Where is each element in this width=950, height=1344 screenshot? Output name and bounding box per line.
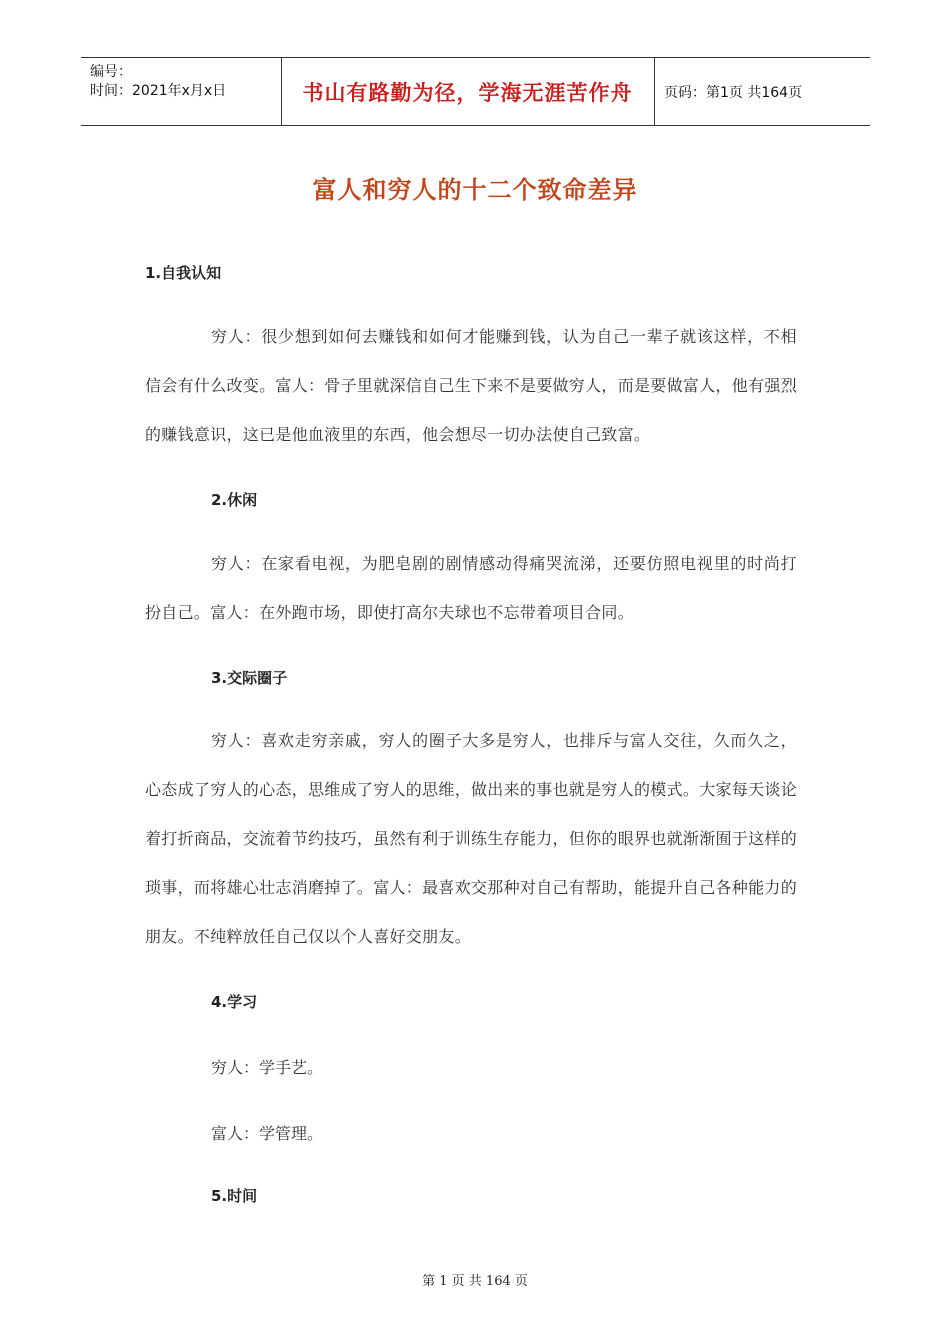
header-meta-cell: [81, 58, 282, 125]
section-heading: 2.休闲: [211, 491, 258, 509]
header-table: [81, 57, 870, 126]
page-info: 页码：第1页 共164页: [664, 85, 803, 101]
section-heading: 1.自我认知: [145, 264, 222, 282]
number-label: 编号：: [90, 64, 132, 80]
document-title: 富人和穷人的十二个致命差异: [312, 176, 638, 204]
page-footer: 第 1 页 共 164 页: [422, 1274, 528, 1289]
motto-cell: [281, 58, 655, 125]
section-body: 穷人：喜欢走穷亲戚，穷人的圈子大多是穷人，也排斥与富人交往，久而久之，心态成了穷人的心态，思维成了穷人的思维，做出来的事也就是穷人的模式。大家每天谈论着打折商品，交流着节约技巧，虽然有利于训练生存能力，但你的眼界也就渐渐囿于这样的琐事，而将雄心壮志消磨掉了。富人：最喜欢交那种对自己有帮助，能提升自己各种能力的朋友。不纯粹放任自己仅以个人喜好交朋友。: [145, 731, 798, 946]
section-body: 穷人：很少想到如何去赚钱和如何才能赚到钱，认为自己一辈子就该这样，不相信会有什么改变。富人：骨子里就深信自己生下来不是要做穷人，而是要做富人，他有强烈的赚钱意识，这已是他血液里的东西，他会想尽一切办法使自己致富。: [145, 327, 798, 444]
section-heading: 3.交际圈子: [211, 669, 288, 687]
section-body: 穷人：在家看电视，为肥皂剧的剧情感动得痛哭流涕，还要仿照电视里的时尚打扮自己。富人：在外跑市场，即使打高尔夫球也不忘带着项目合同。: [145, 554, 797, 622]
section-heading: 5.时间: [211, 1187, 258, 1205]
motto-text: 书山有路勤为径，学海无涯苦作舟: [302, 80, 633, 105]
date-label: 时间：2021年x月x日: [90, 83, 227, 99]
section-line: 富人：学管理。: [211, 1124, 324, 1143]
section-heading: 4.学习: [211, 993, 258, 1011]
section-line: 穷人：学手艺。: [211, 1058, 324, 1077]
